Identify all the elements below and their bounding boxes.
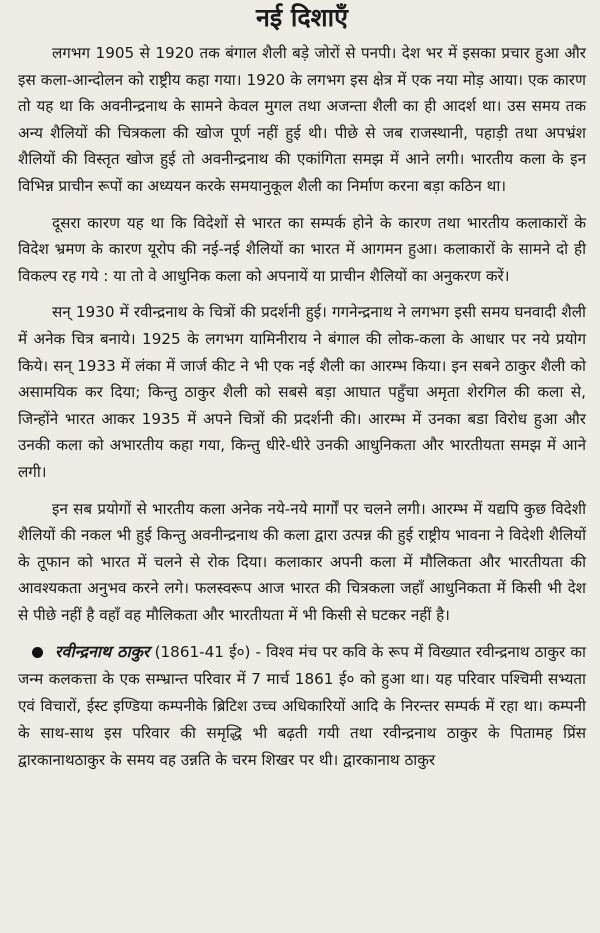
paragraph-3: सन् 1930 में रवीन्द्रनाथ के चित्रों की प्रदर्शनी हुई। गगनेन्द्रनाथ ने लगभग इसी समय घनवादी शैली में अनेक चित्र बनाये। 1925 के लगभग यामिनीराय ने बंगाल की लोक-कला के आधार पर नये प्रयोग किये। सन् 1933 में लंका में जार्ज कीट ने भी एक नई शैली का आरम्भ किया। इन सबने ठाकुर शैली को असामयिक कर दिया; किन्तु ठाकुर शैली को सबसे बड़ा आघात पहुँचा अमृता शेरगिल की कला से, जिन्होंने भारत आकर 1935 में अपने चित्रों की प्रदर्शनी की। आरम्भ में उनका बडा विरोध हुआ और उनकी कला को अभारतीय कहा गया, किन्तु धीरे-धीरे उनकी आधुनिकता और भारतीयता समझ में आने लगी। (18, 303, 586, 481)
paragraph-1: लगभग 1905 से 1920 तक बंगाल शैली बड़े जोरों से पनपी। देश भर में इसका प्रचार हुआ और इस कला-आन्दोलन को राष्ट्रीय कहा गया। 1920 के लगभग इस क्षेत्र में एक नया मोड़ आया। एक कारण तो यह था कि अवनीन्द्रनाथ के सामने केवल मुगल तथा अजन्ता शैली का ही आदर्श था। उस समय तक अन्य शैलियों की चित्रकला की खोज पूर्ण नहीं हुई थी। पीछे से जब राजस्थानी, पहाड़ी तथा अपभ्रंश शैलियों की विस्तृत खोज हुई तो अवनीन्द्रनाथ की एकांगिता समझ में आने लगी। भारतीय कला के इन विभिन्न प्राचीन रूपों का अध्ययन करके समयानुकूल शैली का निर्माण करना बड़ा कठिन था। (18, 44, 586, 195)
paragraph-4: इन सब प्रयोगों से भारतीय कला अनेक नये-नये मार्गों पर चलने लगी। आरम्भ में यद्यपि कुछ विदेशी शैलियों की नकल भी हुई किन्तु अवनीन्द्रनाथ की कला द्वारा उत्पन्न की हुई राष्ट्रीय भावना ने विदेशी शैलियों के तूफान को भारत में चलने से रोक दिया। कलाकार अपनी कला में मौलिकता और भारतीयता की आवश्यकता अनुभव करने लगे। फलस्वरूप आज भारत की चित्रकला जहाँ आधुनिकता में किसी भी देश से पीछे नहीं है वहाँ वह मौलिकता और भारतीयता में भी किसी से घटकर नहीं है। (18, 499, 586, 624)
bio-dates: (1861-41 ई०) (149, 643, 251, 662)
bio-name: रवीन्द्रनाथ ठाकुर (55, 642, 150, 662)
bio-text: - विश्व मंच पर कवि के रूप में विख्यात रवीन्द्रनाथ ठाकुर का जन्म कलकत्ता के एक सम्भ्रान्त परिवार में 7 मार्च 1861 ई० को हुआ था। यह परिवार पश्चिमी सभ्यता एवं विचारों, ईस्ट इण्डिया कम्पनीके ब्रिटिश उच्च अधिकारियों आदि के निरन्तर सम्पर्क में रहा था। कम्पनी के साथ-साथ इस परिवार की समृद्धि भी बढ़ती गयी तथा रवीन्द्रनाथ ठाकुर के पितामह प्रिंस द्वारकानाथठाकुर के समय वह उन्नति के चरम शिखर पर थी। द्वारकानाथ ठाकुर (18, 643, 586, 770)
paragraph-2: दूसरा कारण यह था कि विदेशों से भारत का सम्पर्क होने के कारण तथा भारतीय कलाकारों के विदेश भ्रमण के कारण यूरोप की नई-नई शैलियों का भारत में आगमन हुआ। कलाकारों के सामने दो ही विकल्प रह गये : या तो वे आधुनिक कला को अपनायें या प्राचीन शैलियों का अनुकरण करें। (18, 213, 586, 285)
page-title: नई दिशाएँ (256, 3, 348, 32)
bullet-icon (32, 647, 43, 658)
bio-section (18, 638, 586, 774)
